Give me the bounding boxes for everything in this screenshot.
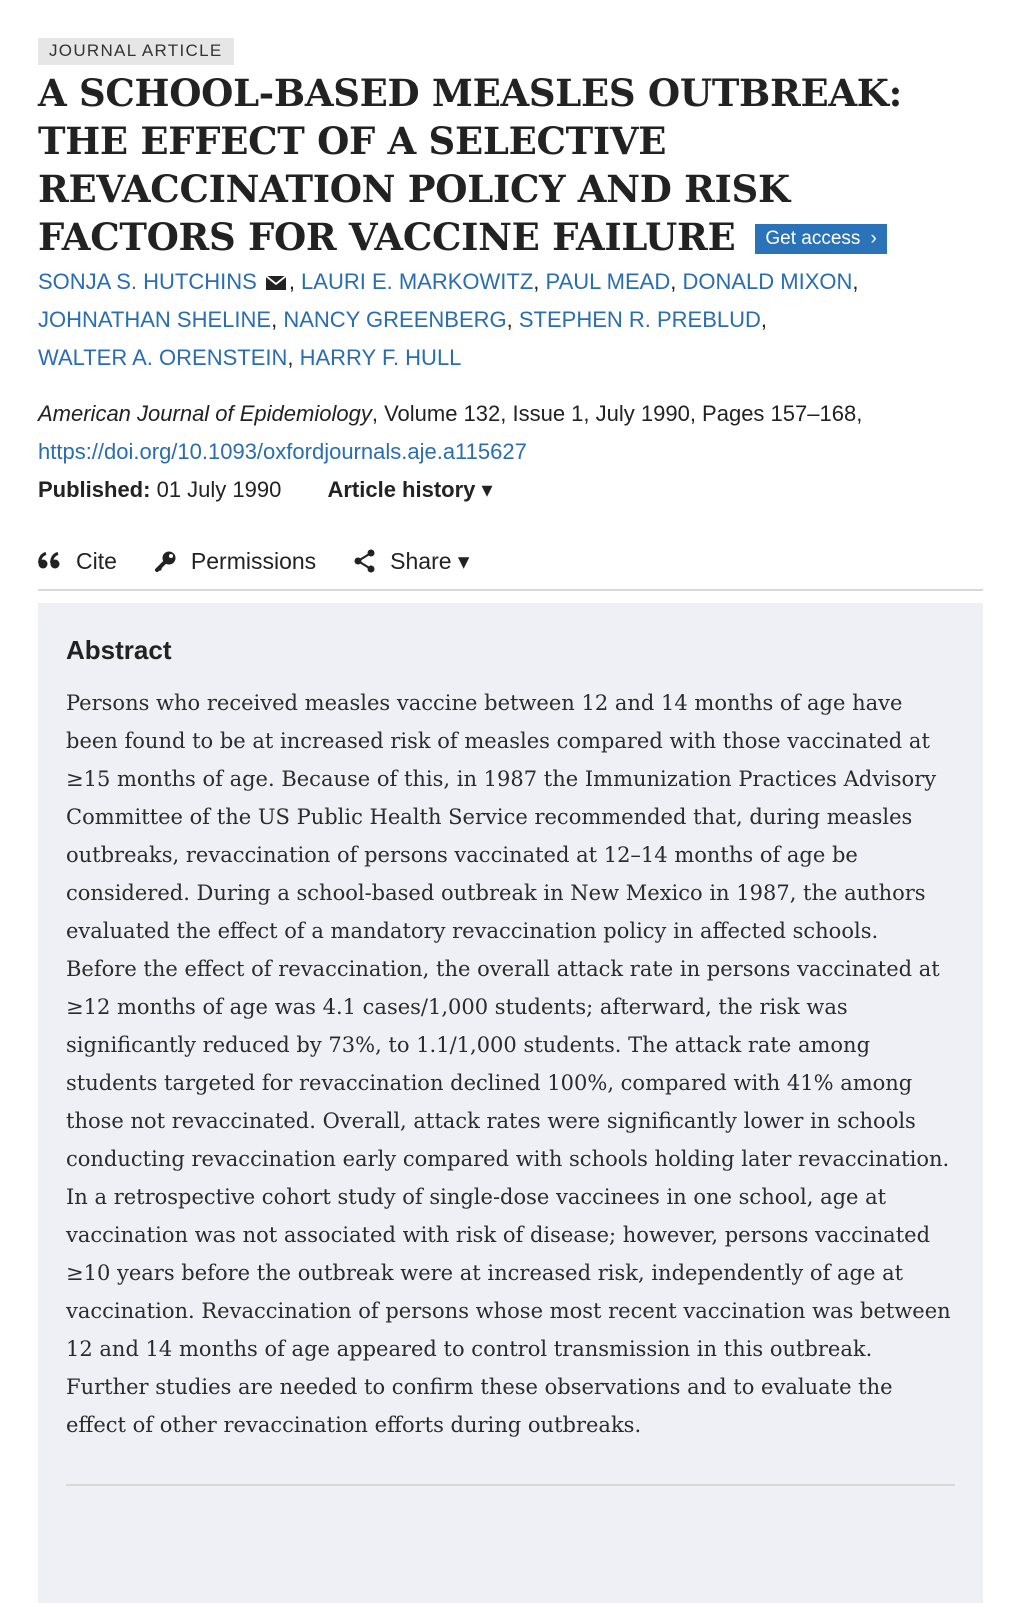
article-title-text: A SCHOOL-BASED MEASLES OUTBREAK: THE EFFECT OF A SELECTIVE REVACCINATION POLICY AND RISK FACTORS FOR VACCINE FAILURE — [38, 71, 903, 259]
article-history-toggle[interactable]: Article history ▾ — [327, 477, 493, 502]
share-icon — [354, 549, 376, 573]
author-link[interactable]: STEPHEN R. PREBLUD — [518, 307, 761, 332]
author-link[interactable]: JOHNATHAN SHELINE — [38, 307, 272, 332]
abstract-section — [38, 603, 983, 1603]
author-link[interactable]: DONALD MIXON — [682, 269, 853, 294]
author-link[interactable]: SONJA S. HUTCHINS — [38, 269, 257, 294]
cite-button[interactable] — [38, 548, 117, 575]
author-link[interactable]: HARRY F. HULL — [299, 345, 462, 370]
article-tools — [38, 541, 983, 581]
author-link[interactable]: WALTER A. ORENSTEIN — [38, 345, 288, 370]
citation-details: , Volume 132, Issue 1, July 1990, Pages 157–168, — [371, 401, 863, 426]
author-link[interactable]: NANCY GREENBERG — [283, 307, 507, 332]
chevron-right-icon: › — [870, 228, 877, 249]
published-label: Published: — [38, 477, 151, 502]
divider — [38, 589, 983, 591]
published-row — [38, 471, 983, 509]
article-type-badge: JOURNAL ARTICLE — [38, 38, 234, 65]
quote-icon — [38, 552, 62, 570]
get-access-button[interactable] — [755, 224, 886, 254]
get-access-label: Get access — [765, 228, 861, 249]
doi-link[interactable]: https://doi.org/10.1093/oxfordjournals.aje.a115627 — [38, 439, 527, 464]
article-page — [38, 38, 983, 1603]
cite-label: Cite — [76, 547, 117, 574]
key-icon — [155, 550, 177, 572]
author-link[interactable]: PAUL MEAD — [545, 269, 671, 294]
author-link[interactable]: LAURI E. MARKOWITZ — [301, 269, 534, 294]
share-button[interactable] — [354, 548, 469, 575]
journal-name: American Journal of Epidemiology — [38, 401, 372, 426]
article-title — [38, 69, 983, 261]
abstract-text: Persons who received measles vaccine between 12 and 14 months of age have been found to be at increased risk of measles compared with those vaccinated at ≥15 months of age. Because of this, in 1987 the Immunization Practices Advisory Committee of the US Public Health Service recommended that, during measles outbreaks, revaccination of persons vaccinated at 12–14 months of age be considered. During a school-based outbreak in New Mexico in 1987, the authors evaluated the effect of a mandatory revaccination policy in affected schools. Before the effect of revaccination, the overall attack rate in persons vaccinated at ≥12 months of age was 4.1 cases/1,000 students; afterward, the risk was significantly reduced by 73%, to 1.1/1,000 students. The attack rate among students targeted for revaccination declined 100%, compared with 41% among those not revaccinated. Overall, attack rates were significantly lower in schools conducting revaccination early compared with schools holding later revaccination. In a retrospective cohort study of single-dose vaccinees in one school, age at vaccination was not associated with risk of disease; however, persons vaccinated ≥10 years before the outbreak were at increased risk, independently of age at vaccination. Revaccination of persons whose most recent vaccination was between 12 and 14 months of age appeared to control transmission in this outbreak. Further studies are needed to confirm these observations and to evaluate the effect of other revaccination efforts during outbreaks. — [66, 691, 951, 1437]
share-label: Share ▾ — [390, 547, 470, 574]
published-date: 01 July 1990 — [156, 477, 282, 502]
author-list: SONJA S. HUTCHINS , LAURI E. MARKOWITZ, PAUL MEAD, DONALD MIXON, JOHNATHAN SHELINE, NANCY GREENBERG, STEPHEN R. PREBLUD, WALTER A. ORENSTEIN, HARRY F. HULL — [38, 269, 859, 370]
divider — [66, 1484, 955, 1486]
email-icon[interactable] — [265, 275, 287, 291]
abstract-heading: Abstract — [66, 635, 172, 665]
permissions-label: Permissions — [190, 547, 317, 574]
permissions-button[interactable] — [155, 548, 316, 575]
citation-block — [38, 395, 983, 471]
